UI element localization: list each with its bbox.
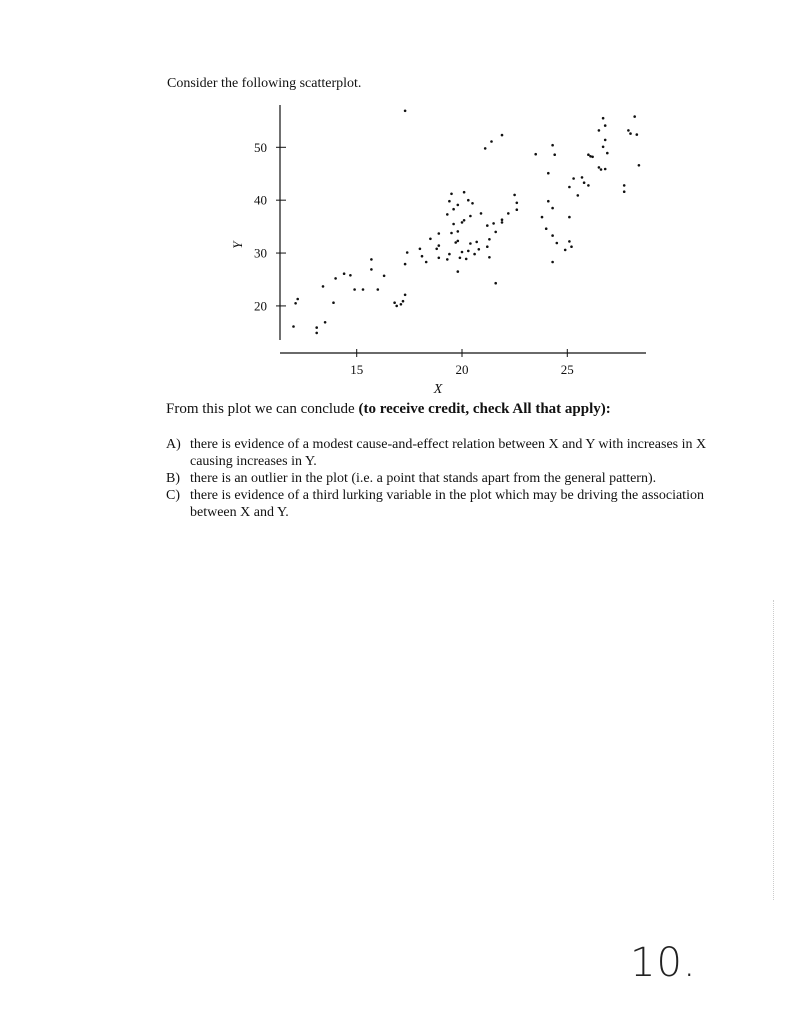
scatter-point bbox=[516, 208, 519, 211]
question-text bbox=[166, 401, 611, 418]
scatter-point bbox=[452, 223, 455, 226]
scatter-point bbox=[454, 241, 457, 244]
scatter-point bbox=[583, 181, 586, 184]
option-c[interactable] bbox=[166, 487, 726, 521]
scatter-point bbox=[429, 238, 432, 241]
scatter-point bbox=[343, 272, 346, 275]
scatter-point bbox=[568, 216, 571, 219]
scatter-point bbox=[488, 238, 491, 241]
scatter-point bbox=[471, 202, 474, 205]
scatter-point bbox=[478, 248, 481, 251]
scatter-point bbox=[404, 263, 407, 266]
scatter-point bbox=[551, 261, 554, 264]
scatter-point bbox=[541, 216, 544, 219]
scatter-point bbox=[463, 219, 466, 222]
scatter-point bbox=[604, 168, 607, 171]
x-axis-label: X bbox=[433, 382, 443, 397]
scatterplot bbox=[230, 95, 660, 405]
scatter-point bbox=[507, 212, 510, 215]
scatter-point bbox=[457, 230, 460, 233]
scatter-point bbox=[623, 190, 626, 193]
scatter-point bbox=[315, 326, 318, 329]
scatter-point bbox=[475, 241, 478, 244]
scatter-point bbox=[402, 300, 405, 303]
scatter-point bbox=[362, 288, 365, 291]
scatter-point bbox=[547, 200, 550, 203]
scatter-point bbox=[322, 285, 325, 288]
scatter-point bbox=[457, 204, 460, 207]
scatter-point bbox=[383, 275, 386, 278]
scatter-point bbox=[421, 255, 424, 258]
scatter-point bbox=[587, 153, 590, 156]
scatter-point bbox=[572, 177, 575, 180]
scatter-point bbox=[480, 212, 483, 215]
scatter-point bbox=[604, 139, 607, 142]
scatter-point bbox=[467, 250, 470, 253]
scatter-point bbox=[438, 244, 441, 247]
scatter-point bbox=[404, 110, 407, 113]
answer-options bbox=[166, 436, 726, 521]
scatter-point bbox=[334, 277, 337, 280]
y-axis-label: Y bbox=[230, 241, 245, 249]
scatter-point bbox=[450, 232, 453, 235]
scatter-point bbox=[581, 176, 584, 179]
option-a[interactable] bbox=[166, 436, 726, 470]
y-tick-label: 20 bbox=[254, 298, 267, 314]
scatter-point bbox=[438, 232, 441, 235]
scatter-point bbox=[568, 186, 571, 189]
scatter-point bbox=[551, 207, 554, 210]
question-emphasis: (to receive credit, check All that apply): bbox=[358, 401, 611, 417]
scatter-point bbox=[349, 274, 352, 277]
x-tick-label: 25 bbox=[560, 362, 574, 377]
y-tick-label: 50 bbox=[254, 139, 267, 155]
scatter-point bbox=[553, 153, 556, 156]
scatter-point bbox=[457, 240, 460, 243]
scatter-point bbox=[463, 191, 466, 194]
scatter-point bbox=[332, 301, 335, 304]
scatter-point bbox=[484, 147, 487, 150]
scatter-point bbox=[448, 200, 451, 203]
scatter-point bbox=[488, 256, 491, 259]
scatter-point bbox=[513, 194, 516, 197]
scatter-point bbox=[292, 325, 295, 328]
scatter-point bbox=[425, 261, 428, 264]
scatter-point bbox=[448, 253, 451, 256]
scatter-point bbox=[446, 213, 449, 216]
scatter-point bbox=[486, 245, 489, 248]
scatter-point bbox=[469, 242, 472, 245]
scatter-point bbox=[638, 164, 641, 167]
scatter-point bbox=[623, 184, 626, 187]
y-tick-label: 40 bbox=[254, 192, 267, 208]
scatter-point bbox=[600, 168, 603, 171]
scatter-point bbox=[545, 227, 548, 230]
scatter-point bbox=[294, 302, 297, 305]
option-letter: C) bbox=[166, 488, 180, 503]
scatter-point bbox=[516, 202, 519, 205]
scatter-point bbox=[324, 321, 327, 324]
scatter-point bbox=[490, 140, 493, 143]
scatter-point bbox=[377, 288, 380, 291]
scatter-point bbox=[461, 221, 464, 224]
question-prefix: From this plot we can conclude bbox=[166, 401, 359, 417]
scatter-point bbox=[404, 294, 407, 297]
scatter-point bbox=[551, 144, 554, 147]
scatter-point bbox=[564, 249, 567, 252]
scatter-point bbox=[467, 199, 470, 202]
scatter-point bbox=[452, 208, 455, 211]
scatter-point bbox=[400, 303, 403, 306]
scatter-point bbox=[501, 221, 504, 224]
option-b[interactable] bbox=[166, 470, 726, 487]
intro-text: Consider the following scatterplot. bbox=[167, 76, 362, 91]
option-letter: A) bbox=[166, 437, 181, 452]
option-text: there is evidence of a modest cause-and-effect relation between X and Y with increases in X causing increases in Y. bbox=[190, 437, 707, 469]
scatter-point bbox=[568, 240, 571, 243]
scatter-point bbox=[395, 305, 398, 308]
scatter-point bbox=[598, 166, 601, 169]
scatter-point bbox=[604, 124, 607, 127]
scatter-point bbox=[636, 133, 639, 136]
scatter-point bbox=[556, 242, 559, 245]
scatter-point bbox=[406, 251, 409, 254]
x-tick-label: 20 bbox=[455, 362, 469, 377]
scatter-point bbox=[370, 258, 373, 261]
scatter-point bbox=[589, 155, 592, 158]
scatter-point bbox=[627, 129, 630, 132]
page-number: 10. bbox=[630, 940, 697, 986]
scatter-point bbox=[577, 194, 580, 197]
scatter-point bbox=[469, 215, 472, 218]
scatter-point bbox=[492, 222, 495, 225]
scatter-point bbox=[534, 153, 537, 156]
x-tick-label: 15 bbox=[350, 362, 364, 377]
scatter-point bbox=[446, 258, 449, 261]
scatter-point bbox=[459, 257, 462, 260]
scatter-point bbox=[547, 172, 550, 175]
scatter-point bbox=[606, 152, 609, 155]
scatter-point bbox=[435, 248, 438, 251]
scatter-point bbox=[461, 251, 464, 254]
scatter-point bbox=[419, 248, 422, 251]
scatter-point bbox=[457, 270, 460, 273]
scatter-point bbox=[501, 134, 504, 137]
scatter-point bbox=[602, 117, 605, 120]
scatter-point bbox=[551, 234, 554, 237]
scatter-point bbox=[353, 288, 356, 291]
scatter-point bbox=[438, 257, 441, 260]
scatter-point bbox=[473, 253, 476, 256]
scatter-point bbox=[602, 146, 605, 149]
option-letter: B) bbox=[166, 471, 180, 486]
plot-axes bbox=[280, 105, 646, 353]
scatter-point bbox=[296, 298, 299, 301]
scatter-point bbox=[465, 258, 468, 261]
scatter-point bbox=[570, 245, 573, 248]
scatter-point bbox=[501, 218, 504, 221]
scatter-point bbox=[315, 332, 318, 335]
scatter-point bbox=[450, 193, 453, 196]
y-tick-label: 30 bbox=[254, 245, 267, 261]
scatter-point bbox=[587, 184, 590, 187]
scatter-point bbox=[629, 132, 632, 135]
scatter-point bbox=[633, 115, 636, 118]
scan-edge-artifact bbox=[773, 600, 775, 900]
scatter-point bbox=[494, 231, 497, 234]
scatter-point bbox=[598, 129, 601, 132]
scatter-point bbox=[393, 301, 396, 304]
axis-ticks bbox=[254, 140, 574, 377]
scatter-point bbox=[486, 224, 489, 227]
scatter-point bbox=[370, 268, 373, 271]
option-text: there is evidence of a third lurking variable in the plot which may be driving the association between X and Y. bbox=[190, 488, 704, 520]
option-text: there is an outlier in the plot (i.e. a point that stands apart from the general pattern). bbox=[190, 471, 657, 486]
data-points bbox=[292, 110, 640, 335]
scatter-point bbox=[494, 282, 497, 285]
